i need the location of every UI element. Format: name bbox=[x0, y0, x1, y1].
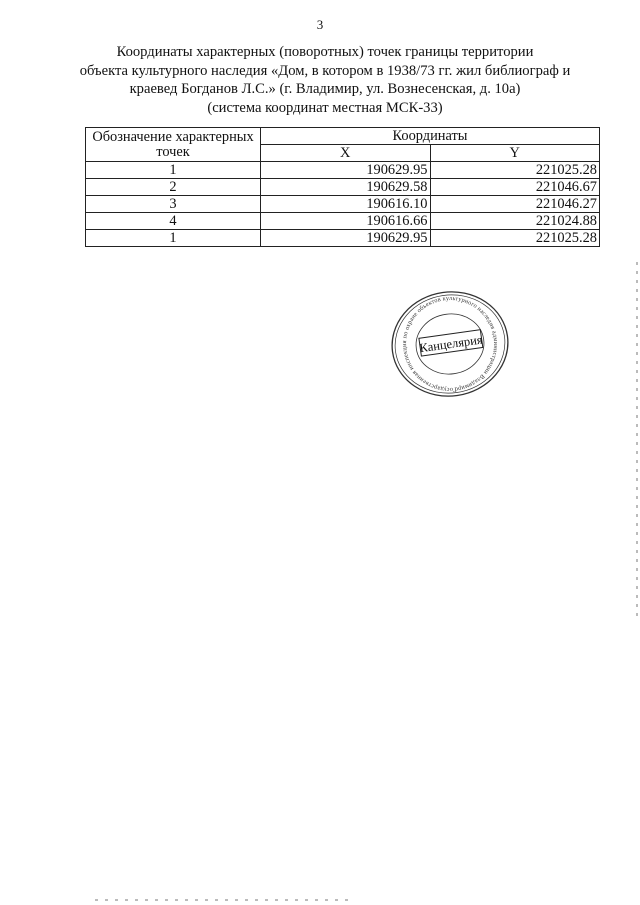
x-cell: 190616.66 bbox=[261, 213, 431, 230]
point-cell: 2 bbox=[86, 179, 261, 196]
scan-artifact-right bbox=[636, 262, 638, 622]
x-cell: 190616.10 bbox=[261, 196, 431, 213]
y-cell: 221024.88 bbox=[430, 213, 600, 230]
table-row bbox=[86, 162, 600, 179]
coordinates-header: Координаты bbox=[261, 128, 600, 145]
y-cell: 221025.28 bbox=[430, 162, 600, 179]
table-row bbox=[86, 230, 600, 247]
page-number: 3 bbox=[316, 17, 324, 32]
point-cell: 4 bbox=[86, 213, 261, 230]
table-row bbox=[86, 196, 600, 213]
y-cell: 221046.67 bbox=[430, 179, 600, 196]
table-row bbox=[86, 213, 600, 230]
heading-line-4: (система координат местная МСК-33) bbox=[207, 99, 443, 116]
y-header: Y bbox=[430, 145, 600, 162]
x-header: X bbox=[261, 145, 431, 162]
stamp-center-text: Канцелярия bbox=[418, 332, 484, 356]
y-cell: 221025.28 bbox=[430, 230, 600, 247]
table-row bbox=[86, 179, 600, 196]
point-cell: 1 bbox=[86, 162, 261, 179]
point-cell: 1 bbox=[86, 230, 261, 247]
point-cell: 3 bbox=[86, 196, 261, 213]
heading-line-2: объекта культурного наследия «Дом, в котором в 1938/73 гг. жил библиограф и bbox=[79, 62, 571, 79]
point-designation-header: Обозначение характерных точек bbox=[86, 128, 261, 162]
x-cell: 190629.95 bbox=[261, 162, 431, 179]
office-stamp bbox=[385, 288, 515, 398]
heading-line-3: краевед Богданов Л.С.» (г. Владимир, ул. Вознесенская, д. 10а) bbox=[129, 81, 521, 97]
y-cell: 221046.27 bbox=[430, 196, 600, 213]
scan-artifact-bottom bbox=[95, 899, 355, 901]
stamp-ring-text: Государственная инспекция по охране объектов культурного наследия администрации Владимирской bbox=[401, 294, 500, 394]
x-cell: 190629.95 bbox=[261, 230, 431, 247]
document-heading bbox=[40, 43, 610, 117]
coordinates-table bbox=[85, 127, 600, 247]
x-cell: 190629.58 bbox=[261, 179, 431, 196]
heading-line-1: Координаты характерных (поворотных) точек границы территории bbox=[116, 44, 534, 60]
